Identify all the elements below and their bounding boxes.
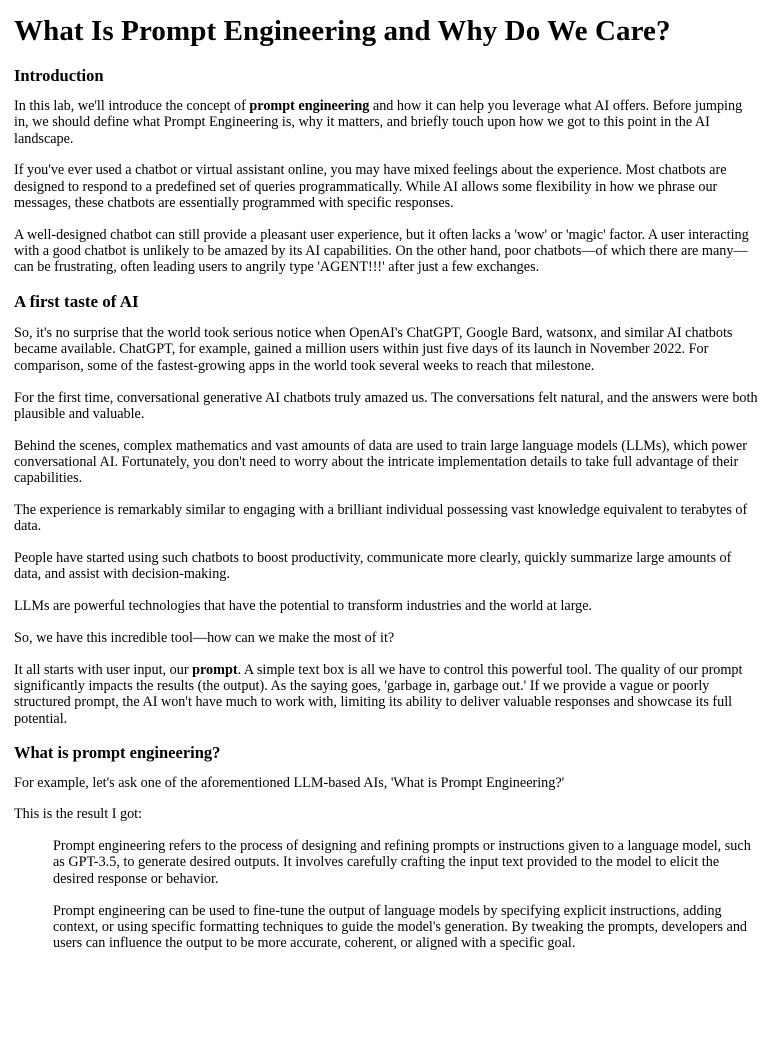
- first-taste-p8-text-after: . A simple text box is all we have to control this powerful tool. The quality of our prompt significantly impacts the results (the output). As the saying goes, 'garbage in, garbage out.' If we provide a vague or poorly structured prompt, the AI won't have much to work with, limiting its ability to deliver valuable responses and showcase its full potential.: [14, 661, 743, 727]
- first-taste-p8-text-before: It all starts with user input, our: [14, 661, 193, 678]
- first-taste-paragraph-6: LLMs are powerful technologies that have the potential to transform industries and the world at large.: [14, 598, 593, 615]
- prompt-engineering-bold: prompt engineering: [249, 98, 370, 114]
- first-taste-paragraph-8: [14, 662, 760, 727]
- introduction-section: [14, 66, 760, 276]
- quote-paragraph-1: Prompt engineering refers to the process of designing and refining prompts or instructions given to a language model, such as GPT-3.5, to generate desired outputs. It involves carefully crafting the input text provided to the model to elicit the desired response or behavior.: [53, 838, 751, 887]
- intro-p1-text-before: In this lab, we'll introduce the concept of: [14, 98, 250, 114]
- intro-p1-text-after: and how it can help you leverage what AI offers. Before jumping in, we should define what Prompt Engineering is, why it matters, and briefly touch upon how we got to this point in the AI landscape.: [14, 98, 743, 147]
- quote-paragraph-2: Prompt engineering can be used to fine-tune the output of language models by specifying explicit instructions, adding context, or using specific formatting techniques to guide the model's generation. By tweaking the prompts, developers and users can influence the output to be more accurate, coherent, or aligned with a specific goal.: [53, 902, 748, 952]
- what-is-paragraph-1: For example, let's ask one of the aforementioned LLM-based AIs, 'What is Prompt Engineering?': [14, 774, 565, 791]
- introduction-heading: Introduction: [14, 66, 104, 85]
- what-is-section: [14, 743, 760, 952]
- first-taste-paragraph-7: So, we have this incredible tool—how can we make the most of it?: [14, 630, 395, 647]
- intro-paragraph-2: If you've ever used a chatbot or virtual assistant online, you may have mixed feelings about the experience. Most chatbots are designed to respond to a predefined set of queries programmatically. While AI allows some flexibility in how we phrase our messages, these chatbots are essentially programmed with specific responses.: [14, 162, 727, 211]
- prompt-bold: prompt: [192, 661, 238, 678]
- first-taste-paragraph-2: For the first time, conversational generative AI chatbots truly amazed us. The conversations felt natural, and the answers were both plausible and valuable.: [14, 389, 758, 422]
- article: [0, 14, 768, 951]
- first-taste-paragraph-5: People have started using such chatbots to boost productivity, communicate more clearly, quickly summarize large amounts of data, and assist with decision-making.: [14, 550, 732, 583]
- first-taste-paragraph-3: Behind the scenes, complex mathematics and vast amounts of data are used to train large language models (LLMs), which power conversational AI. Fortunately, you don't need to worry about the intricate implementation details to take full advantage of their capabilities.: [14, 437, 747, 487]
- what-is-paragraph-2: This is the result I got:: [14, 806, 143, 823]
- intro-paragraph-1: [14, 98, 760, 147]
- page-title: What Is Prompt Engineering and Why Do We Care?: [14, 15, 671, 47]
- ai-response-quote: [53, 838, 760, 951]
- first-taste-paragraph-4: The experience is remarkably similar to engaging with a brilliant individual possessing vast knowledge equivalent to terabytes of data.: [14, 502, 748, 535]
- intro-paragraph-3: A well-designed chatbot can still provide a pleasant user experience, but it often lacks a 'wow' or 'magic' factor. A user interacting with a good chatbot is unlikely to be amazed by its AI capabilities. On the other hand, poor chatbots—of which there are many—can be frustrating, often leading users to angrily type 'AGENT!!!' after just a few exchanges.: [14, 226, 749, 276]
- first-taste-section: [14, 291, 760, 727]
- first-taste-paragraph-1: So, it's no surprise that the world took serious notice when OpenAI's ChatGPT, Google Bard, watsonx, and similar AI chatbots became available. ChatGPT, for example, gained a million users within just five days of its launch in November 2022. For comparison, some of the fastest-growing apps in the world took several weeks to reach that milestone.: [14, 325, 733, 374]
- first-taste-heading: A first taste of AI: [14, 292, 139, 312]
- what-is-heading: What is prompt engineering?: [14, 742, 221, 762]
